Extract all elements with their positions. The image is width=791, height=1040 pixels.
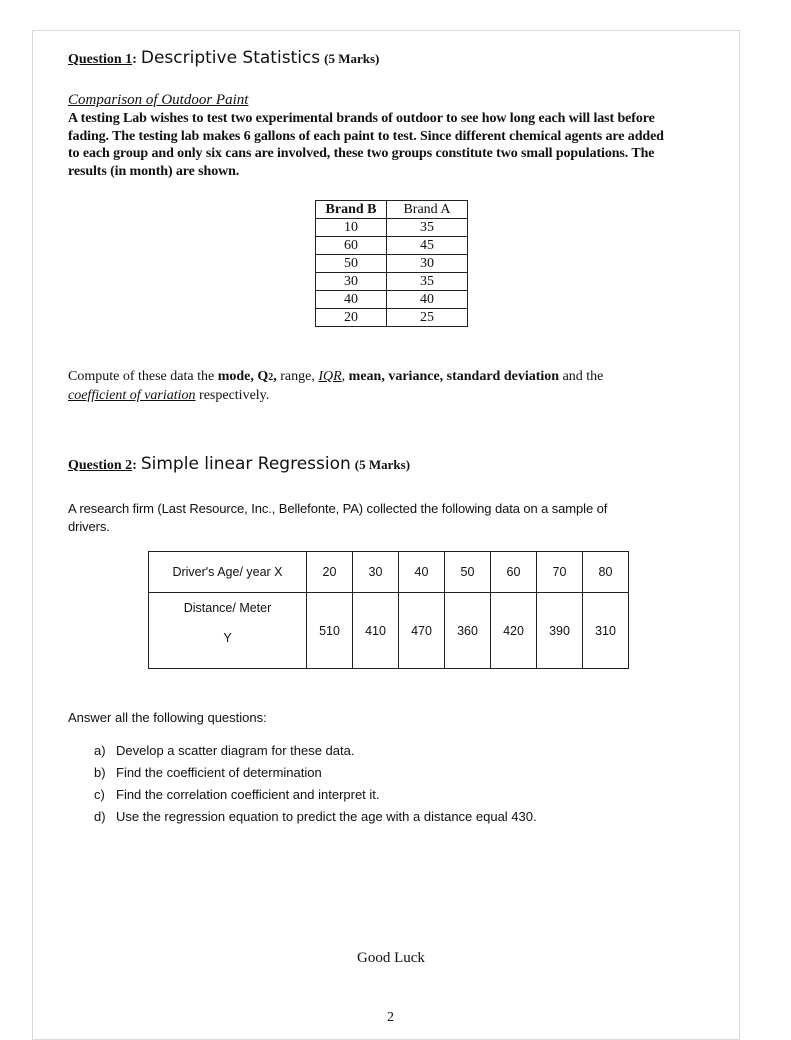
- compute-line-1: [68, 368, 603, 387]
- list-item: [94, 784, 537, 806]
- question-2-colon: :: [132, 458, 137, 473]
- question-1-paragraph: [68, 110, 718, 180]
- intro-line: A research firm (Last Resource, Inc., Bellefonte, PA) collected the following data on a sample of: [68, 501, 608, 516]
- y-header-label: Distance/ Meter: [183, 601, 272, 615]
- paragraph-line: fading. The testing lab makes 6 gallons of each paint to test. Since different chemical agents are added: [68, 128, 664, 144]
- question-2-list: [94, 740, 537, 828]
- y-value-cell: 420: [491, 593, 537, 669]
- table-row: [316, 237, 468, 255]
- x-value-cell: 80: [583, 552, 629, 593]
- paragraph-line: A testing Lab wishes to test two experimental brands of outdoor to see how long each will last before: [68, 111, 655, 126]
- table-row: [316, 291, 468, 309]
- compute-line-2: [68, 387, 603, 405]
- good-luck-text: Good Luck: [357, 950, 425, 966]
- x-value-cell: 30: [353, 552, 399, 593]
- item-text: Find the correlation coefficient and interpret it.: [116, 787, 380, 802]
- page-frame: [32, 30, 740, 1040]
- y-value-cell: 310: [583, 593, 629, 669]
- brand-a-header: Brand A: [387, 201, 468, 219]
- brand-table-header-row: [316, 201, 468, 219]
- brand-a-cell: 25: [387, 309, 468, 327]
- paragraph-line: to each group and only six cans are involved, these two groups constitute two small populations. The: [68, 146, 655, 161]
- answer-all-instruction: Answer all the following questions:: [68, 710, 267, 725]
- y-value-cell: 510: [307, 593, 353, 669]
- item-marker: a): [94, 743, 106, 758]
- question-2-marks: (5 Marks): [354, 457, 411, 472]
- question-2-label: Question 2: [68, 458, 133, 473]
- compute-q2-comma: ,: [273, 369, 277, 384]
- brand-b-header: Brand B: [316, 201, 387, 219]
- item-marker: b): [94, 765, 106, 780]
- x-row: [149, 552, 629, 593]
- list-item: [94, 806, 537, 828]
- table-row: [316, 273, 468, 291]
- y-value-cell: 410: [353, 593, 399, 669]
- compute-text: Compute of these data the: [68, 369, 218, 384]
- question-1-title: Descriptive Statistics: [140, 48, 321, 68]
- item-text: Use the regression equation to predict the age with a distance equal 430.: [116, 809, 537, 824]
- question-2-title: Simple linear Regression: [140, 454, 351, 474]
- list-item: [94, 762, 537, 784]
- intro-line: drivers.: [68, 518, 110, 534]
- question-1-marks: (5 Marks): [324, 51, 380, 66]
- brand-a-cell: 45: [387, 237, 468, 255]
- question-1-colon: :: [132, 52, 137, 67]
- brand-b-cell: 30: [316, 273, 387, 291]
- brand-b-cell: 20: [316, 309, 387, 327]
- y-header-symbol: Y: [223, 631, 232, 645]
- regression-table: [148, 551, 629, 669]
- y-value-cell: 390: [537, 593, 583, 669]
- y-value-cell: 470: [399, 593, 445, 669]
- compute-q2: Q: [253, 369, 269, 384]
- item-marker: c): [94, 787, 105, 802]
- compute-text: ,: [341, 369, 349, 384]
- compute-mean-variance-sd: mean, variance, standard deviation: [348, 369, 560, 384]
- brand-b-cell: 60: [316, 237, 387, 255]
- y-row: [149, 593, 629, 669]
- compute-q2-subscript: 2: [268, 372, 274, 383]
- brand-a-cell: 30: [387, 255, 468, 273]
- table-row: [316, 219, 468, 237]
- brand-table: [315, 200, 468, 327]
- question-1-label: Question 1: [68, 52, 133, 67]
- x-value-cell: 70: [537, 552, 583, 593]
- item-marker: d): [94, 809, 106, 824]
- item-text: Develop a scatter diagram for these data.: [116, 743, 355, 758]
- compute-text: respectively.: [195, 388, 270, 403]
- x-value-cell: 20: [307, 552, 353, 593]
- compute-mode: mode,: [217, 369, 254, 384]
- x-value-cell: 60: [491, 552, 537, 593]
- subheading-outdoor-paint: Comparison of Outdoor Paint: [68, 92, 249, 108]
- list-item: [94, 740, 537, 762]
- table-row: [316, 309, 468, 327]
- compute-iqr: IQR: [318, 369, 342, 384]
- question-1-heading: [68, 48, 379, 68]
- brand-a-cell: 35: [387, 273, 468, 291]
- y-header: [149, 593, 307, 669]
- item-text: Find the coefficient of determination: [116, 765, 322, 780]
- x-value-cell: 40: [399, 552, 445, 593]
- x-header: Driver's Age/ year X: [149, 552, 307, 593]
- compute-text: range,: [276, 369, 319, 384]
- question-2-intro: [68, 500, 718, 535]
- compute-cov: coefficient of variation: [68, 388, 196, 403]
- table-row: [316, 255, 468, 273]
- brand-b-cell: 40: [316, 291, 387, 309]
- compute-instructions: [68, 368, 603, 405]
- paragraph-line: results (in month) are shown.: [68, 163, 240, 179]
- brand-b-cell: 10: [316, 219, 387, 237]
- brand-a-cell: 40: [387, 291, 468, 309]
- compute-text: and the: [559, 369, 604, 384]
- brand-b-cell: 50: [316, 255, 387, 273]
- question-2-heading: [68, 454, 410, 474]
- brand-a-cell: 35: [387, 219, 468, 237]
- y-value-cell: 360: [445, 593, 491, 669]
- page-number: 2: [387, 1010, 394, 1025]
- x-value-cell: 50: [445, 552, 491, 593]
